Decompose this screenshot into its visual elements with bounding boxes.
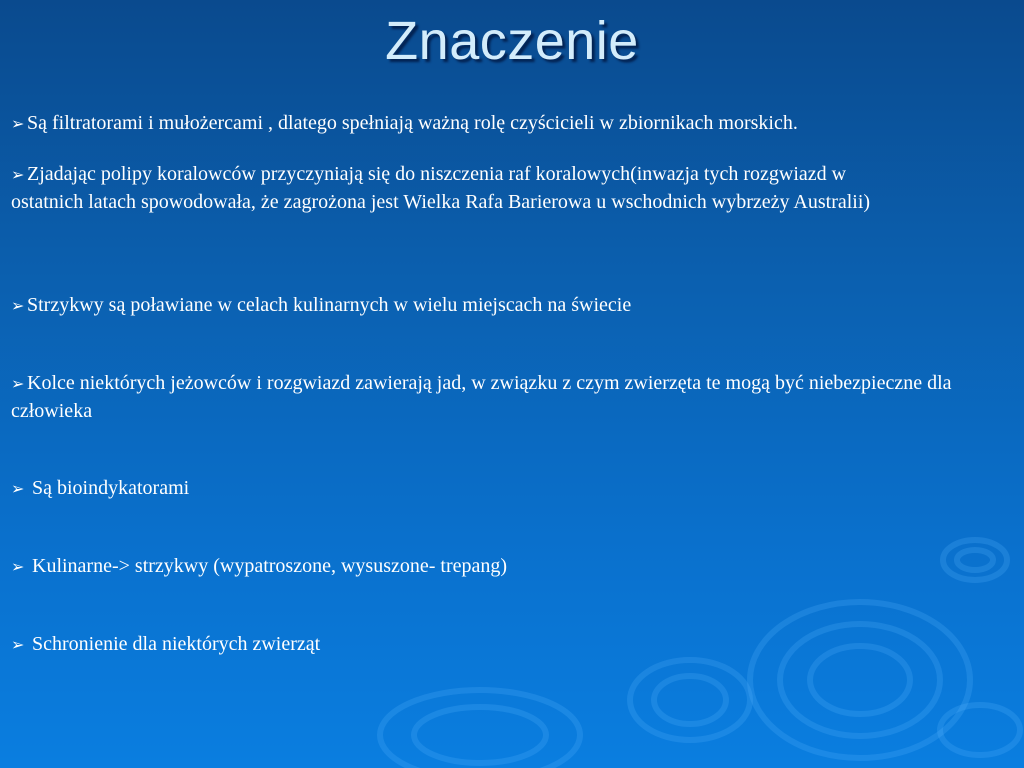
bullet-item-5 <box>11 475 991 503</box>
bullet-text: Są bioindykatorami <box>27 477 190 499</box>
bullet-item-6 <box>11 553 991 581</box>
arrow-bullet-icon: ➢ <box>11 481 25 498</box>
bullet-text: Zjadając polipy koralowców przyczyniają się do niszczenia raf koralowych(inwazja tych rozgwiazd w ostatnich latach spowodowała, że zagrożona jest Wielka Rafa Barierowa u wschodnich wybrzeży Australii) <box>11 163 871 213</box>
bullet-text: Strzykwy są poławiane w celach kulinarnych w wielu miejscach na świecie <box>27 294 632 316</box>
bullet-text: Kulinarne-> strzykwy (wypatroszone, wysuszone- trepang) <box>27 555 508 577</box>
bullet-text: Są filtratorami i mułożercami , dlatego spełniają ważną rolę czyścicieli w zbiornikach morskich. <box>27 112 798 134</box>
bullet-text: Schronienie dla niektórych zwierząt <box>27 633 321 655</box>
arrow-bullet-icon: ➢ <box>11 559 25 576</box>
bullet-item-7 <box>11 631 991 659</box>
slide-title: Znaczenie <box>385 11 639 71</box>
arrow-bullet-icon: ➢ <box>11 637 25 654</box>
arrow-bullet-icon: ➢ <box>11 167 25 184</box>
bullet-text: Kolce niektórych jeżowców i rozgwiazd zawierają jad, w związku z czym zwierzęta te mogą być niebezpieczne dla człowieka <box>11 372 952 422</box>
bullet-item-4 <box>11 370 966 424</box>
arrow-bullet-icon: ➢ <box>11 298 25 315</box>
bullet-item-1 <box>11 110 991 138</box>
bullet-item-2 <box>11 161 911 215</box>
bullet-item-3 <box>11 292 991 320</box>
arrow-bullet-icon: ➢ <box>11 376 25 393</box>
arrow-bullet-icon: ➢ <box>11 116 25 133</box>
